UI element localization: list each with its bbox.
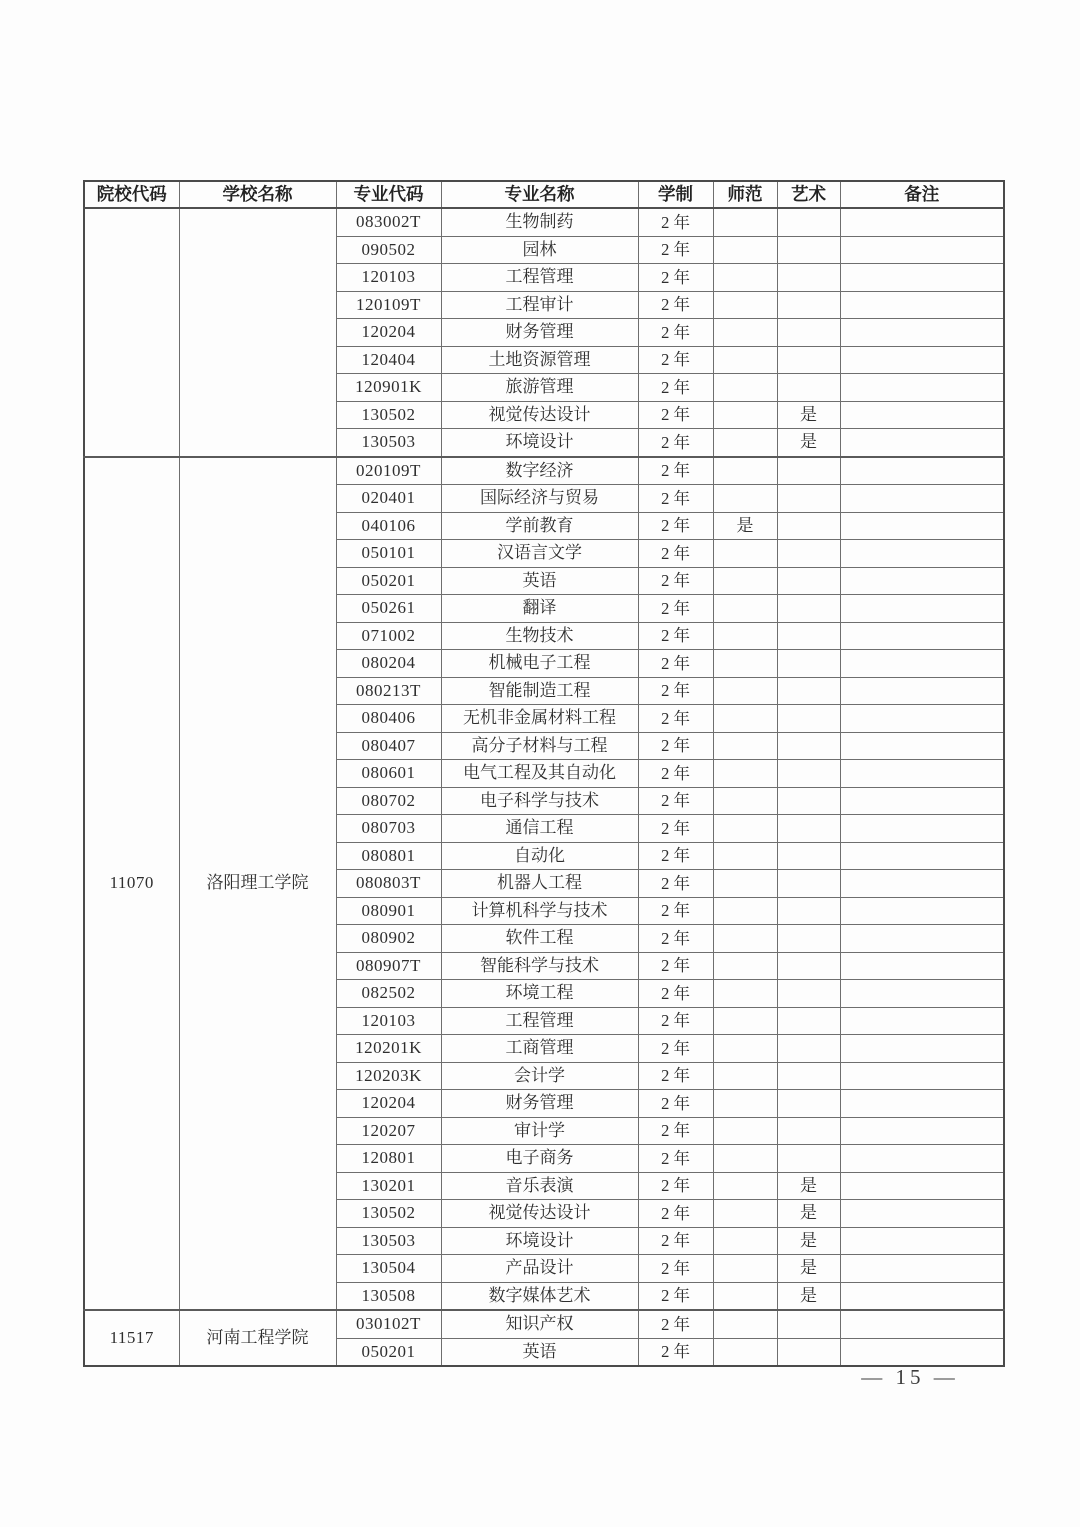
- major-code-cell: 050261: [336, 595, 441, 623]
- normal-flag-cell: [713, 540, 777, 568]
- major-name-cell: 智能科学与技术: [441, 952, 638, 980]
- art-flag-cell: [777, 485, 840, 513]
- remark-cell: [840, 264, 1004, 292]
- remark-cell: [840, 567, 1004, 595]
- major-name-cell: 财务管理: [441, 319, 638, 347]
- column-header: 学制: [638, 181, 713, 208]
- remark-cell: [840, 650, 1004, 678]
- art-flag-cell: [777, 897, 840, 925]
- major-name-cell: 产品设计: [441, 1255, 638, 1283]
- art-flag-cell: [777, 952, 840, 980]
- duration-cell: 2 年: [638, 264, 713, 292]
- major-name-cell: 英语: [441, 567, 638, 595]
- normal-flag-cell: [713, 1062, 777, 1090]
- normal-flag-cell: [713, 760, 777, 788]
- major-code-cell: 120404: [336, 346, 441, 374]
- duration-cell: 2 年: [638, 1282, 713, 1310]
- remark-cell: [840, 787, 1004, 815]
- major-name-cell: 智能制造工程: [441, 677, 638, 705]
- normal-flag-cell: [713, 705, 777, 733]
- major-name-cell: 视觉传达设计: [441, 401, 638, 429]
- art-flag-cell: 是: [777, 429, 840, 457]
- major-code-cell: 130201: [336, 1172, 441, 1200]
- major-name-cell: 工程管理: [441, 1007, 638, 1035]
- duration-cell: 2 年: [638, 485, 713, 513]
- column-header: 师范: [713, 181, 777, 208]
- remark-cell: [840, 208, 1004, 236]
- remark-cell: [840, 457, 1004, 485]
- major-name-cell: 国际经济与贸易: [441, 485, 638, 513]
- duration-cell: 2 年: [638, 1200, 713, 1228]
- normal-flag-cell: [713, 1338, 777, 1366]
- duration-cell: 2 年: [638, 677, 713, 705]
- major-name-cell: 机器人工程: [441, 870, 638, 898]
- major-code-cell: 120201K: [336, 1035, 441, 1063]
- column-header: 艺术: [777, 181, 840, 208]
- major-code-cell: 130503: [336, 1227, 441, 1255]
- remark-cell: [840, 842, 1004, 870]
- school-name-cell: [179, 208, 336, 457]
- major-name-cell: 生物制药: [441, 208, 638, 236]
- column-header: 备注: [840, 181, 1004, 208]
- major-code-cell: 050201: [336, 1338, 441, 1366]
- column-header: 专业代码: [336, 181, 441, 208]
- column-header: 专业名称: [441, 181, 638, 208]
- remark-cell: [840, 485, 1004, 513]
- art-flag-cell: 是: [777, 1172, 840, 1200]
- art-flag-cell: 是: [777, 1255, 840, 1283]
- major-code-cell: 083002T: [336, 208, 441, 236]
- major-code-cell: 130508: [336, 1282, 441, 1310]
- normal-flag-cell: [713, 897, 777, 925]
- table-header-row: [84, 181, 1004, 208]
- major-name-cell: 环境工程: [441, 980, 638, 1008]
- normal-flag-cell: [713, 1200, 777, 1228]
- duration-cell: 2 年: [638, 1062, 713, 1090]
- art-flag-cell: [777, 512, 840, 540]
- school-code-cell: [84, 208, 179, 457]
- major-name-cell: 数字媒体艺术: [441, 1282, 638, 1310]
- duration-cell: 2 年: [638, 429, 713, 457]
- major-name-cell: 数字经济: [441, 457, 638, 485]
- remark-cell: [840, 595, 1004, 623]
- major-name-cell: 土地资源管理: [441, 346, 638, 374]
- major-code-cell: 120109T: [336, 291, 441, 319]
- major-code-cell: 080601: [336, 760, 441, 788]
- column-header: 学校名称: [179, 181, 336, 208]
- major-name-cell: 知识产权: [441, 1310, 638, 1338]
- major-code-cell: 120103: [336, 264, 441, 292]
- art-flag-cell: [777, 705, 840, 733]
- art-flag-cell: [777, 291, 840, 319]
- art-flag-cell: [777, 870, 840, 898]
- major-name-cell: 机械电子工程: [441, 650, 638, 678]
- duration-cell: 2 年: [638, 870, 713, 898]
- remark-cell: [840, 1310, 1004, 1338]
- major-code-cell: 082502: [336, 980, 441, 1008]
- remark-cell: [840, 952, 1004, 980]
- normal-flag-cell: [713, 980, 777, 1008]
- normal-flag-cell: [713, 732, 777, 760]
- remark-cell: [840, 925, 1004, 953]
- normal-flag-cell: [713, 236, 777, 264]
- major-name-cell: 会计学: [441, 1062, 638, 1090]
- major-name-cell: 软件工程: [441, 925, 638, 953]
- remark-cell: [840, 540, 1004, 568]
- duration-cell: 2 年: [638, 1007, 713, 1035]
- normal-flag-cell: [713, 595, 777, 623]
- major-code-cell: 080702: [336, 787, 441, 815]
- column-header: 院校代码: [84, 181, 179, 208]
- normal-flag-cell: [713, 925, 777, 953]
- normal-flag-cell: [713, 319, 777, 347]
- major-code-cell: 080213T: [336, 677, 441, 705]
- major-name-cell: 工程管理: [441, 264, 638, 292]
- major-name-cell: 审计学: [441, 1117, 638, 1145]
- art-flag-cell: [777, 1310, 840, 1338]
- art-flag-cell: [777, 1117, 840, 1145]
- major-code-cell: 040106: [336, 512, 441, 540]
- art-flag-cell: [777, 787, 840, 815]
- art-flag-cell: [777, 732, 840, 760]
- normal-flag-cell: [713, 1035, 777, 1063]
- major-code-cell: 120901K: [336, 374, 441, 402]
- major-code-cell: 120801: [336, 1145, 441, 1173]
- duration-cell: 2 年: [638, 374, 713, 402]
- remark-cell: [840, 374, 1004, 402]
- art-flag-cell: [777, 567, 840, 595]
- remark-cell: [840, 677, 1004, 705]
- major-name-cell: 汉语言文学: [441, 540, 638, 568]
- art-flag-cell: [777, 650, 840, 678]
- table-row: [84, 208, 1004, 236]
- major-code-cell: 130503: [336, 429, 441, 457]
- remark-cell: [840, 1282, 1004, 1310]
- normal-flag-cell: [713, 1310, 777, 1338]
- major-code-cell: 080407: [336, 732, 441, 760]
- duration-cell: 2 年: [638, 319, 713, 347]
- major-code-cell: 050201: [336, 567, 441, 595]
- major-code-cell: 130502: [336, 1200, 441, 1228]
- duration-cell: 2 年: [638, 787, 713, 815]
- major-code-cell: 020109T: [336, 457, 441, 485]
- remark-cell: [840, 1255, 1004, 1283]
- art-flag-cell: [777, 980, 840, 1008]
- remark-cell: [840, 732, 1004, 760]
- normal-flag-cell: [713, 1090, 777, 1118]
- normal-flag-cell: [713, 1227, 777, 1255]
- remark-cell: [840, 236, 1004, 264]
- major-code-cell: 080703: [336, 815, 441, 843]
- major-name-cell: 工程审计: [441, 291, 638, 319]
- major-code-cell: 120204: [336, 319, 441, 347]
- normal-flag-cell: [713, 1117, 777, 1145]
- duration-cell: 2 年: [638, 346, 713, 374]
- major-code-cell: 080907T: [336, 952, 441, 980]
- duration-cell: 2 年: [638, 732, 713, 760]
- remark-cell: [840, 1227, 1004, 1255]
- remark-cell: [840, 815, 1004, 843]
- major-name-cell: 通信工程: [441, 815, 638, 843]
- duration-cell: 2 年: [638, 1310, 713, 1338]
- school-name-cell: 河南工程学院: [179, 1310, 336, 1366]
- art-flag-cell: [777, 319, 840, 347]
- normal-flag-cell: [713, 1282, 777, 1310]
- remark-cell: [840, 401, 1004, 429]
- duration-cell: 2 年: [638, 815, 713, 843]
- art-flag-cell: [777, 1007, 840, 1035]
- major-code-cell: 020401: [336, 485, 441, 513]
- major-name-cell: 环境设计: [441, 1227, 638, 1255]
- duration-cell: 2 年: [638, 705, 713, 733]
- major-name-cell: 电子科学与技术: [441, 787, 638, 815]
- major-code-cell: 090502: [336, 236, 441, 264]
- remark-cell: [840, 897, 1004, 925]
- remark-cell: [840, 1090, 1004, 1118]
- normal-flag-cell: [713, 291, 777, 319]
- art-flag-cell: [777, 622, 840, 650]
- major-code-cell: 080204: [336, 650, 441, 678]
- major-name-cell: 视觉传达设计: [441, 1200, 638, 1228]
- art-flag-cell: [777, 595, 840, 623]
- art-flag-cell: [777, 346, 840, 374]
- art-flag-cell: 是: [777, 1282, 840, 1310]
- art-flag-cell: 是: [777, 401, 840, 429]
- duration-cell: 2 年: [638, 1117, 713, 1145]
- major-name-cell: 工商管理: [441, 1035, 638, 1063]
- school-code-cell: 11070: [84, 457, 179, 1311]
- major-name-cell: 计算机科学与技术: [441, 897, 638, 925]
- duration-cell: 2 年: [638, 1145, 713, 1173]
- remark-cell: [840, 1338, 1004, 1366]
- duration-cell: 2 年: [638, 236, 713, 264]
- duration-cell: 2 年: [638, 622, 713, 650]
- art-flag-cell: [777, 760, 840, 788]
- normal-flag-cell: [713, 815, 777, 843]
- major-code-cell: 050101: [336, 540, 441, 568]
- major-code-cell: 130502: [336, 401, 441, 429]
- art-flag-cell: [777, 1035, 840, 1063]
- duration-cell: 2 年: [638, 925, 713, 953]
- normal-flag-cell: [713, 842, 777, 870]
- duration-cell: 2 年: [638, 1090, 713, 1118]
- major-code-cell: 071002: [336, 622, 441, 650]
- art-flag-cell: [777, 677, 840, 705]
- normal-flag-cell: [713, 622, 777, 650]
- major-code-cell: 080803T: [336, 870, 441, 898]
- art-flag-cell: [777, 236, 840, 264]
- normal-flag-cell: [713, 787, 777, 815]
- normal-flag-cell: [713, 401, 777, 429]
- duration-cell: 2 年: [638, 650, 713, 678]
- remark-cell: [840, 1035, 1004, 1063]
- major-code-cell: 120103: [336, 1007, 441, 1035]
- remark-cell: [840, 512, 1004, 540]
- art-flag-cell: [777, 1338, 840, 1366]
- normal-flag-cell: [713, 264, 777, 292]
- remark-cell: [840, 1145, 1004, 1173]
- remark-cell: [840, 1062, 1004, 1090]
- duration-cell: 2 年: [638, 1255, 713, 1283]
- duration-cell: 2 年: [638, 1338, 713, 1366]
- major-code-cell: 120204: [336, 1090, 441, 1118]
- duration-cell: 2 年: [638, 1035, 713, 1063]
- duration-cell: 2 年: [638, 567, 713, 595]
- normal-flag-cell: [713, 374, 777, 402]
- remark-cell: [840, 705, 1004, 733]
- duration-cell: 2 年: [638, 540, 713, 568]
- major-code-cell: 080406: [336, 705, 441, 733]
- normal-flag-cell: [713, 677, 777, 705]
- normal-flag-cell: [713, 1145, 777, 1173]
- major-name-cell: 高分子材料与工程: [441, 732, 638, 760]
- major-name-cell: 生物技术: [441, 622, 638, 650]
- major-name-cell: 园林: [441, 236, 638, 264]
- normal-flag-cell: [713, 208, 777, 236]
- major-name-cell: 旅游管理: [441, 374, 638, 402]
- major-code-cell: 080801: [336, 842, 441, 870]
- art-flag-cell: [777, 925, 840, 953]
- art-flag-cell: [777, 540, 840, 568]
- duration-cell: 2 年: [638, 401, 713, 429]
- page-number: — 15 —: [861, 1365, 959, 1389]
- school-name-cell: 洛阳理工学院: [179, 457, 336, 1311]
- art-flag-cell: [777, 1145, 840, 1173]
- remark-cell: [840, 870, 1004, 898]
- remark-cell: [840, 760, 1004, 788]
- duration-cell: 2 年: [638, 208, 713, 236]
- duration-cell: 2 年: [638, 595, 713, 623]
- remark-cell: [840, 319, 1004, 347]
- major-name-cell: 电气工程及其自动化: [441, 760, 638, 788]
- normal-flag-cell: [713, 952, 777, 980]
- major-code-cell: 120203K: [336, 1062, 441, 1090]
- normal-flag-cell: 是: [713, 512, 777, 540]
- major-name-cell: 财务管理: [441, 1090, 638, 1118]
- table-row: [84, 1310, 1004, 1338]
- major-code-cell: 120207: [336, 1117, 441, 1145]
- major-name-cell: 电子商务: [441, 1145, 638, 1173]
- duration-cell: 2 年: [638, 842, 713, 870]
- remark-cell: [840, 1007, 1004, 1035]
- art-flag-cell: 是: [777, 1200, 840, 1228]
- majors-table: [83, 180, 1005, 1367]
- remark-cell: [840, 1200, 1004, 1228]
- duration-cell: 2 年: [638, 980, 713, 1008]
- duration-cell: 2 年: [638, 457, 713, 485]
- remark-cell: [840, 622, 1004, 650]
- major-code-cell: 130504: [336, 1255, 441, 1283]
- major-code-cell: 080902: [336, 925, 441, 953]
- duration-cell: 2 年: [638, 1227, 713, 1255]
- duration-cell: 2 年: [638, 952, 713, 980]
- normal-flag-cell: [713, 650, 777, 678]
- art-flag-cell: [777, 842, 840, 870]
- art-flag-cell: [777, 815, 840, 843]
- art-flag-cell: [777, 374, 840, 402]
- school-code-cell: 11517: [84, 1310, 179, 1366]
- art-flag-cell: [777, 208, 840, 236]
- remark-cell: [840, 980, 1004, 1008]
- major-code-cell: 030102T: [336, 1310, 441, 1338]
- art-flag-cell: [777, 264, 840, 292]
- normal-flag-cell: [713, 457, 777, 485]
- normal-flag-cell: [713, 485, 777, 513]
- duration-cell: 2 年: [638, 291, 713, 319]
- duration-cell: 2 年: [638, 1172, 713, 1200]
- normal-flag-cell: [713, 429, 777, 457]
- normal-flag-cell: [713, 346, 777, 374]
- duration-cell: 2 年: [638, 760, 713, 788]
- normal-flag-cell: [713, 1172, 777, 1200]
- art-flag-cell: 是: [777, 1227, 840, 1255]
- remark-cell: [840, 1117, 1004, 1145]
- remark-cell: [840, 429, 1004, 457]
- major-name-cell: 翻译: [441, 595, 638, 623]
- major-name-cell: 自动化: [441, 842, 638, 870]
- table-row: [84, 457, 1004, 485]
- major-name-cell: 音乐表演: [441, 1172, 638, 1200]
- duration-cell: 2 年: [638, 897, 713, 925]
- major-code-cell: 080901: [336, 897, 441, 925]
- normal-flag-cell: [713, 567, 777, 595]
- remark-cell: [840, 291, 1004, 319]
- art-flag-cell: [777, 1062, 840, 1090]
- table-body: [84, 208, 1004, 1366]
- normal-flag-cell: [713, 870, 777, 898]
- major-name-cell: 无机非金属材料工程: [441, 705, 638, 733]
- art-flag-cell: [777, 1090, 840, 1118]
- normal-flag-cell: [713, 1007, 777, 1035]
- duration-cell: 2 年: [638, 512, 713, 540]
- remark-cell: [840, 1172, 1004, 1200]
- remark-cell: [840, 346, 1004, 374]
- major-name-cell: 环境设计: [441, 429, 638, 457]
- major-name-cell: 英语: [441, 1338, 638, 1366]
- art-flag-cell: [777, 457, 840, 485]
- normal-flag-cell: [713, 1255, 777, 1283]
- major-name-cell: 学前教育: [441, 512, 638, 540]
